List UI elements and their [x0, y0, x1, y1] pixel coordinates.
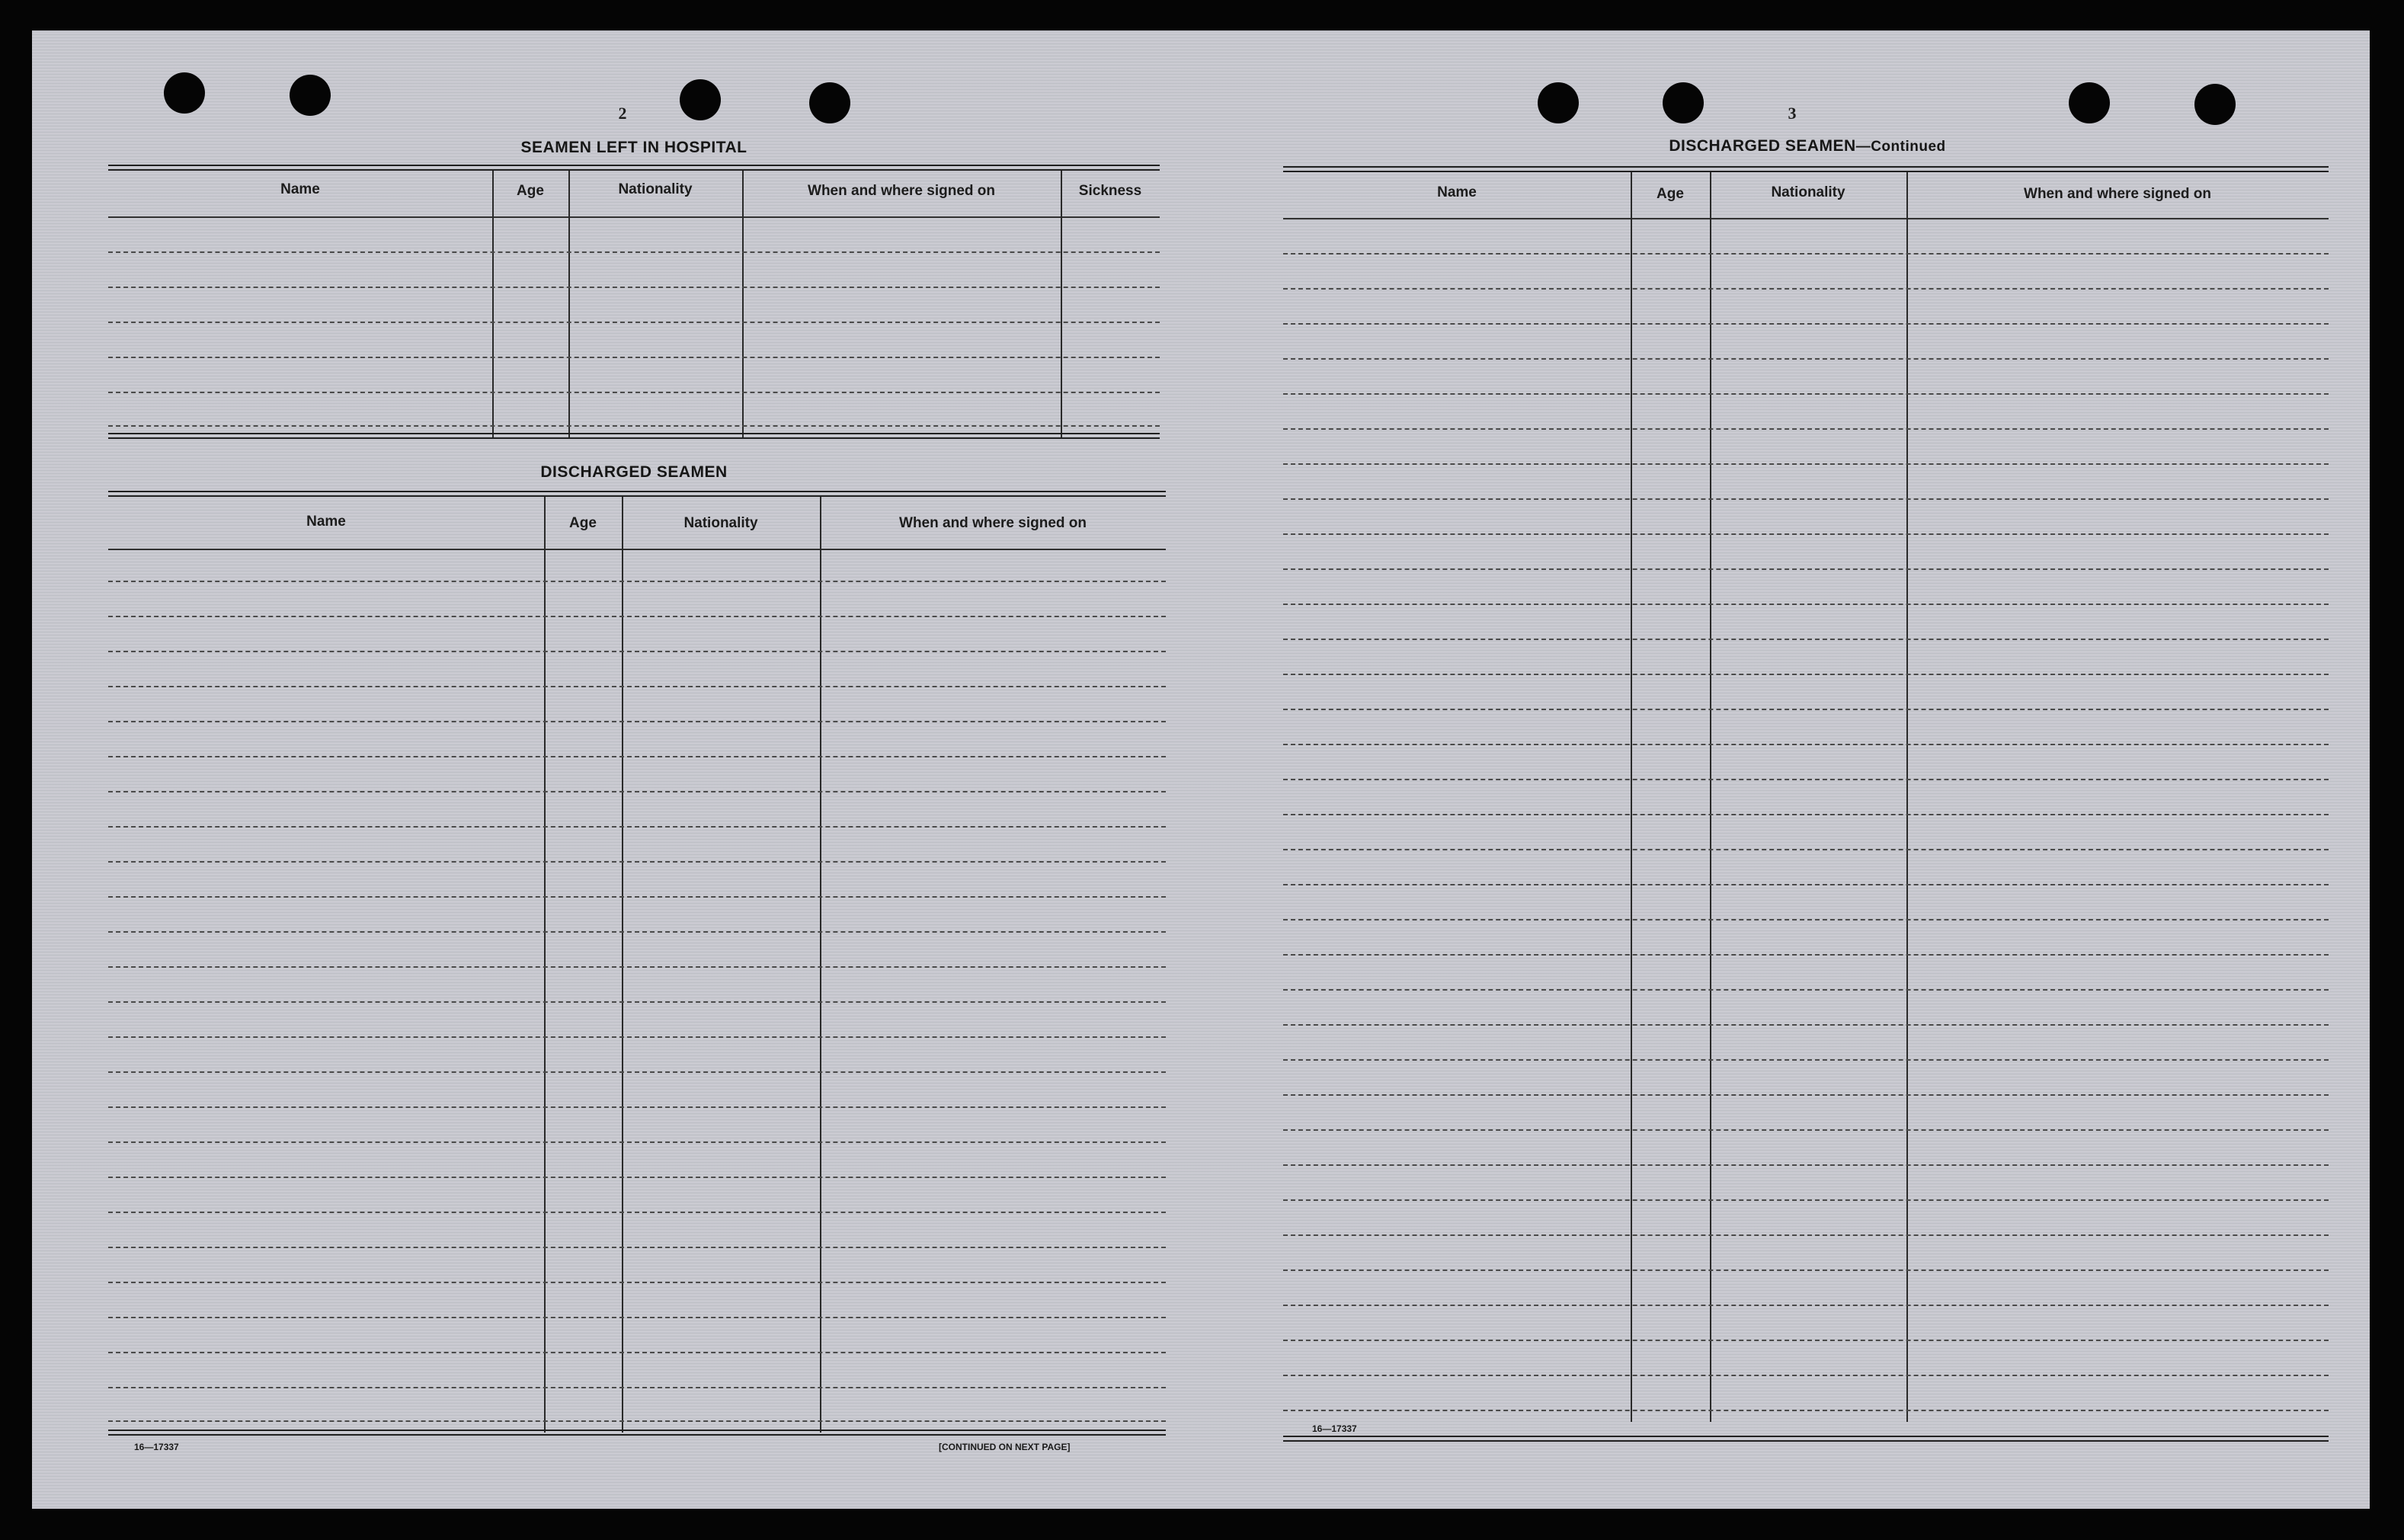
table-row — [1283, 1024, 2329, 1026]
hospital-table — [108, 165, 1160, 479]
discharged-continued-title-main: DISCHARGED SEAMEN — [1669, 137, 1856, 155]
page-number-right: 3 — [1788, 104, 1797, 123]
table-row — [108, 616, 1166, 617]
table-row — [108, 651, 1166, 652]
punch-hole — [809, 82, 850, 123]
table-row — [108, 322, 1160, 323]
table-row — [108, 425, 1160, 427]
table-row — [1283, 1340, 2329, 1341]
table-row — [1283, 884, 2329, 885]
table-row — [1283, 849, 2329, 850]
table-row — [1283, 358, 2329, 360]
continued-note: [CONTINUED ON NEXT PAGE] — [939, 1442, 1071, 1452]
table-row — [1283, 253, 2329, 255]
table-row — [1283, 498, 2329, 500]
punch-hole — [1538, 82, 1579, 123]
table-row — [108, 581, 1166, 582]
table-row — [108, 1317, 1166, 1318]
hospital-col-signed-on: When and where signed on — [808, 183, 995, 199]
table-row — [1283, 1094, 2329, 1096]
discharged-continued-title — [1289, 137, 2326, 155]
discharged-continued-col-signed-on: When and where signed on — [2024, 186, 2211, 202]
table-row — [1283, 323, 2329, 325]
table-row — [1283, 1199, 2329, 1201]
table-row — [1283, 393, 2329, 395]
table-row — [108, 756, 1166, 757]
hospital-section-title: SEAMEN LEFT IN HOSPITAL — [520, 139, 747, 156]
table-row — [108, 357, 1160, 358]
punch-hole — [1663, 82, 1704, 123]
discharged-continued-title-suffix: —Continued — [1855, 139, 1946, 155]
hospital-col-sickness: Sickness — [1078, 183, 1142, 199]
table-row — [1283, 639, 2329, 640]
manifest-sheet — [32, 30, 2370, 1509]
table-row — [1283, 1234, 2329, 1236]
punch-hole — [290, 75, 331, 116]
table-row — [1283, 674, 2329, 675]
table-row — [108, 1106, 1166, 1108]
table-row — [1283, 779, 2329, 780]
table-row — [108, 1387, 1166, 1388]
table-row — [1283, 463, 2329, 465]
table-row — [1283, 428, 2329, 430]
table-row — [1283, 709, 2329, 710]
table-row — [108, 1352, 1166, 1353]
table-row — [108, 1282, 1166, 1283]
discharged-col-nationality: Nationality — [683, 515, 758, 531]
table-row — [1283, 954, 2329, 956]
table-row — [108, 826, 1166, 828]
table-row — [108, 1212, 1166, 1213]
table-row — [108, 1001, 1166, 1003]
table-row — [108, 251, 1160, 253]
table-row — [108, 721, 1166, 722]
discharged-section-title: DISCHARGED SEAMEN — [540, 463, 728, 481]
table-row — [1283, 533, 2329, 535]
hospital-col-age: Age — [517, 183, 544, 199]
table-row — [1283, 1164, 2329, 1166]
table-row — [108, 1247, 1166, 1248]
table-row — [1283, 814, 2329, 815]
punch-hole — [2194, 84, 2236, 125]
table-row — [1283, 288, 2329, 290]
table-row — [108, 1141, 1166, 1143]
table-row — [1283, 1305, 2329, 1306]
discharged-col-name: Name — [306, 514, 346, 530]
table-row — [108, 1036, 1166, 1038]
table-row — [1283, 1059, 2329, 1061]
discharged-continued-col-name: Name — [1437, 184, 1477, 200]
punch-hole — [2069, 82, 2110, 123]
table-row — [1283, 604, 2329, 605]
table-row — [108, 896, 1166, 898]
table-row — [108, 791, 1166, 792]
table-row — [108, 861, 1166, 863]
table-row — [108, 287, 1160, 288]
hospital-col-nationality: Nationality — [618, 181, 693, 197]
table-row — [1283, 1375, 2329, 1376]
discharged-table-left — [108, 491, 1166, 1466]
table-row — [108, 1071, 1166, 1073]
discharged-col-signed-on: When and where signed on — [899, 515, 1087, 531]
table-row — [108, 392, 1160, 393]
table-row — [108, 966, 1166, 968]
table-row — [1283, 989, 2329, 991]
discharged-table-right — [1283, 166, 2329, 1446]
punch-hole — [680, 79, 721, 120]
table-row — [1283, 568, 2329, 570]
table-row — [1283, 919, 2329, 920]
table-row — [1283, 744, 2329, 745]
table-row — [1283, 1269, 2329, 1271]
table-row — [108, 1420, 1166, 1422]
punch-hole — [164, 72, 205, 114]
discharged-col-age: Age — [569, 515, 597, 531]
table-row — [108, 931, 1166, 933]
table-row — [108, 686, 1166, 687]
page-number-left: 2 — [618, 104, 627, 123]
table-row — [1283, 1129, 2329, 1131]
form-number-right: 16—17337 — [1312, 1423, 1357, 1434]
table-row — [1283, 1410, 2329, 1411]
form-number-left: 16—17337 — [134, 1442, 179, 1452]
discharged-continued-col-nationality: Nationality — [1771, 184, 1845, 200]
hospital-col-name: Name — [280, 181, 320, 197]
discharged-continued-col-age: Age — [1657, 186, 1684, 202]
table-row — [108, 1177, 1166, 1178]
